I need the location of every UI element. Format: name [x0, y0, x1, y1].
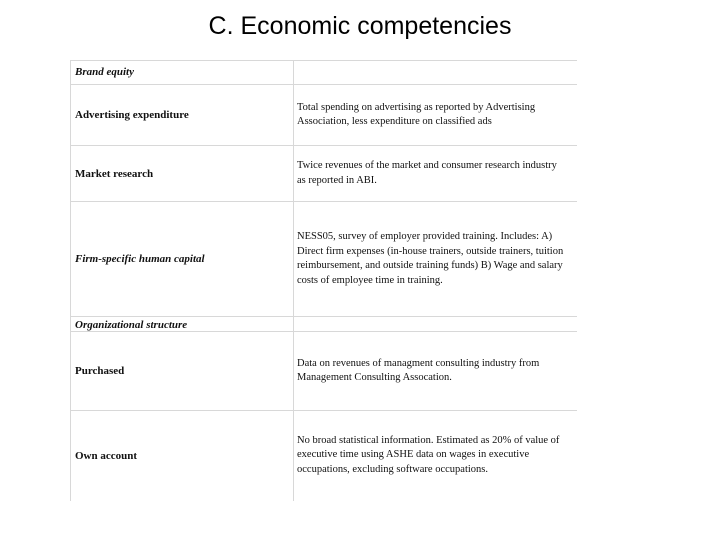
row-description-text: No broad statistical information. Estimated as 20% of value of executive time using ASHE data on wages in executive occupations, excluding software occupations.	[297, 434, 560, 475]
row-description-text: Total spending on advertising as reported by Advertising Association, less expenditure on classified ads	[297, 101, 536, 127]
competencies-table	[70, 60, 577, 501]
row-description	[293, 332, 577, 410]
row-description	[293, 411, 577, 500]
table-row-market-research	[71, 146, 577, 202]
row-label: Brand equity	[75, 66, 134, 78]
row-description-text: NESS05, survey of employer provided training. Includes: A) Direct firm expenses (in-house trainers, outside trainers, tuition reimbursement, and outside training funds) B) Wage and salary costs of employee time in training.	[297, 231, 564, 286]
table-row-purchased	[71, 332, 577, 411]
table-row-firm-specific-human-capital	[71, 202, 577, 317]
row-label: Firm-specific human capital	[75, 253, 205, 265]
row-description	[293, 317, 577, 331]
row-description-text: Twice revenues of the market and consumer research industry as reported in ABI.	[297, 160, 557, 186]
table-row-organizational-structure	[71, 317, 577, 332]
row-label: Purchased	[75, 365, 125, 377]
row-description	[293, 146, 577, 201]
row-description-text: Data on revenues of managment consulting industry from Management Consulting Assocation.	[297, 357, 540, 383]
table-row-advertising-expenditure	[71, 85, 577, 146]
row-label: Market research	[75, 167, 154, 180]
table-row-own-account	[71, 411, 577, 500]
row-label: Own account	[75, 449, 138, 462]
row-description	[293, 61, 577, 84]
slide-title: C. Economic competencies	[208, 12, 512, 40]
row-description	[293, 85, 577, 145]
row-label: Organizational structure	[75, 319, 188, 331]
table-row-brand-equity	[71, 61, 577, 85]
row-description	[293, 202, 577, 316]
row-label: Advertising expenditure	[75, 109, 189, 121]
